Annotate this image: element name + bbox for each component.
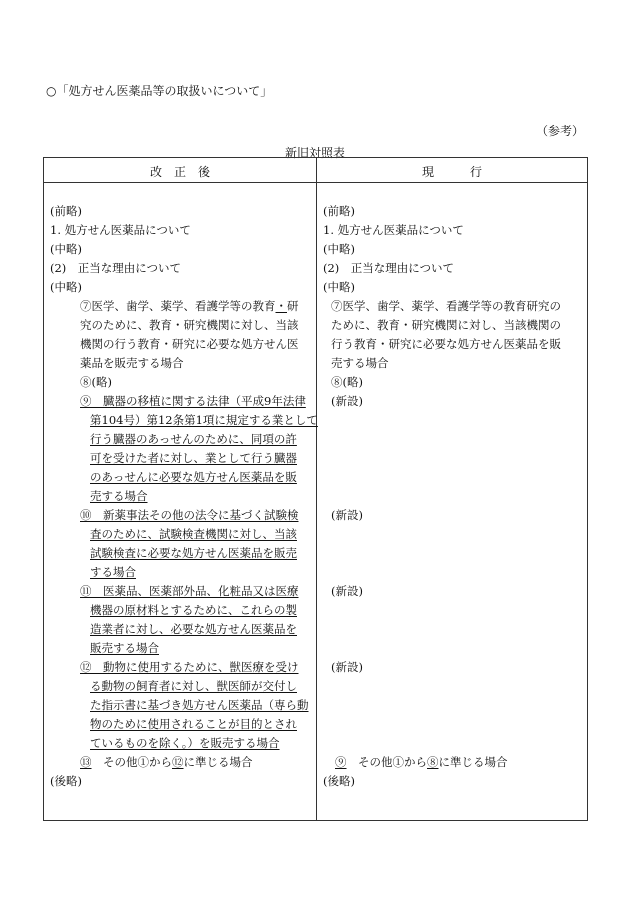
item-number: ⑨ <box>80 394 92 408</box>
item-11-line <box>50 601 312 620</box>
item-text-underlined: ⑫ <box>172 755 184 769</box>
item-7-line: 薬品を販売する場合 <box>80 356 184 370</box>
item-text-underlined: 動物に使用するために、獣医療を受け <box>91 660 299 674</box>
item-8-line: ⑧(略) <box>80 375 112 389</box>
item-12-line <box>50 715 312 734</box>
item-text-underlined: する場合 <box>90 565 136 579</box>
item-7-line: 究のために、教育・研究機関に対し、当該 <box>80 318 299 332</box>
item-12-line <box>50 734 312 753</box>
column-header-current: 現 行 <box>421 165 482 179</box>
item-text-underlined: 査のために、試験検査機関に対し、当該 <box>90 527 297 541</box>
item-text: その他①から <box>346 755 427 769</box>
column-header-revised: 改 正 後 <box>149 165 210 179</box>
text-line: (前略) <box>50 204 82 218</box>
item-9-line <box>323 753 585 772</box>
item-text-underlined: 医薬品、医薬部外品、化粧品又は医療 <box>91 584 299 598</box>
item-7-line: ために、教育・研究機関に対し、当該機関の <box>331 318 561 332</box>
text-line: (中略) <box>50 280 82 294</box>
item-text-underlined: 臓器の移植に関する法律（平成9年法律 <box>91 394 306 408</box>
item-12-line <box>50 696 312 715</box>
text-line: (後略) <box>50 774 82 788</box>
new-establishment-note: (新設) <box>331 584 363 598</box>
item-text-underlined: 造業者に対し、必要な処方せん医薬品を <box>90 622 297 636</box>
text-line: (中略) <box>323 242 355 256</box>
item-7-line <box>50 297 312 316</box>
new-establishment-note: (新設) <box>331 508 363 522</box>
item-9-line <box>50 411 318 430</box>
item-text-underlined: 新薬事法その他の法令に基づく試験検 <box>91 508 299 522</box>
item-9-line <box>50 468 312 487</box>
item-text-underlined: た指示書に基づき処方せん医薬品（専ら動 <box>90 698 309 712</box>
item-text-underlined: 物のために使用されることが目的とされ <box>90 717 297 731</box>
item-text-underlined: のあっせんに必要な処方せん医薬品を販 <box>90 470 297 484</box>
table-title: 新旧対照表 <box>284 146 345 160</box>
item-13-line <box>50 753 312 772</box>
item-text-underlined: ・ <box>275 299 287 313</box>
item-text-underlined: 第104号）第12条第1項に規定する業として <box>90 413 318 427</box>
text-line: (2) 正当な理由について <box>323 261 455 275</box>
item-8-line: ⑧(略) <box>331 375 363 389</box>
item-text: に準じる場合 <box>183 755 253 769</box>
item-number: ⑩ <box>80 508 92 522</box>
item-9-line <box>50 449 312 468</box>
revised-column <box>50 202 318 791</box>
item-10-line <box>50 563 312 582</box>
item-text: 研 <box>287 299 299 313</box>
text-line: 1. 処方せん医薬品について <box>50 223 191 237</box>
comparison-table <box>43 157 588 821</box>
item-7-line: 行う教育・研究に必要な処方せん医薬品を販 <box>331 337 561 351</box>
item-text-underlined: 試験検査に必要な処方せん医薬品を販売 <box>90 546 297 560</box>
item-9-line <box>50 487 312 506</box>
item-12-line <box>50 658 312 677</box>
item-text: ⑦医学、歯学、薬学、看護学等の教育 <box>80 299 276 313</box>
new-establishment-note: (新設) <box>331 660 363 674</box>
column-divider <box>316 158 317 820</box>
item-text-underlined: 可を受けた者に対し、業として行う臓器 <box>90 451 297 465</box>
item-7-line: ⑦医学、歯学、薬学、看護学等の教育研究の <box>331 299 561 313</box>
item-number: ⑨ <box>335 755 347 769</box>
item-text-underlined: 行う臓器のあっせんのために、同項の許 <box>90 432 297 446</box>
item-12-line <box>50 677 312 696</box>
item-11-line <box>50 639 312 658</box>
current-column <box>323 202 585 791</box>
item-7-line: 機関の行う教育・研究に必要な処方せん医 <box>80 337 299 351</box>
item-text-underlined: 売する場合 <box>90 489 148 503</box>
header-divider <box>44 182 587 183</box>
new-establishment-note: (新設) <box>331 394 363 408</box>
item-10-line <box>50 506 312 525</box>
item-9-line <box>50 430 312 449</box>
text-line: (後略) <box>323 774 355 788</box>
reference-label: （参考） <box>535 124 584 138</box>
item-text-underlined: 販売する場合 <box>90 641 159 655</box>
item-text-underlined: る動物の飼育者に対し、獣医師が交付し <box>90 679 297 693</box>
text-line: 1. 処方せん医薬品について <box>323 223 464 237</box>
document-heading: ○「処方せん医薬品等の取扱いについて」 <box>46 84 273 98</box>
item-text: に準じる場合 <box>438 755 508 769</box>
item-text: その他①から <box>91 755 172 769</box>
item-7-line: 売する場合 <box>331 356 389 370</box>
item-text-underlined: ⑧ <box>427 755 439 769</box>
item-11-line <box>50 582 312 601</box>
item-number: ⑫ <box>80 660 92 674</box>
text-line: (中略) <box>323 280 355 294</box>
text-line: (前略) <box>323 204 355 218</box>
item-text-underlined: 機器の原材料とするために、これらの製 <box>90 603 297 617</box>
item-number: ⑪ <box>80 584 92 598</box>
item-9-line <box>50 392 312 411</box>
text-line: (2) 正当な理由について <box>50 261 182 275</box>
item-10-line <box>50 544 312 563</box>
item-11-line <box>50 620 312 639</box>
item-text-underlined: ているものを除く。）を販売する場合 <box>90 736 280 750</box>
text-line: (中略) <box>50 242 82 256</box>
item-10-line <box>50 525 312 544</box>
item-number: ⑬ <box>80 755 92 769</box>
